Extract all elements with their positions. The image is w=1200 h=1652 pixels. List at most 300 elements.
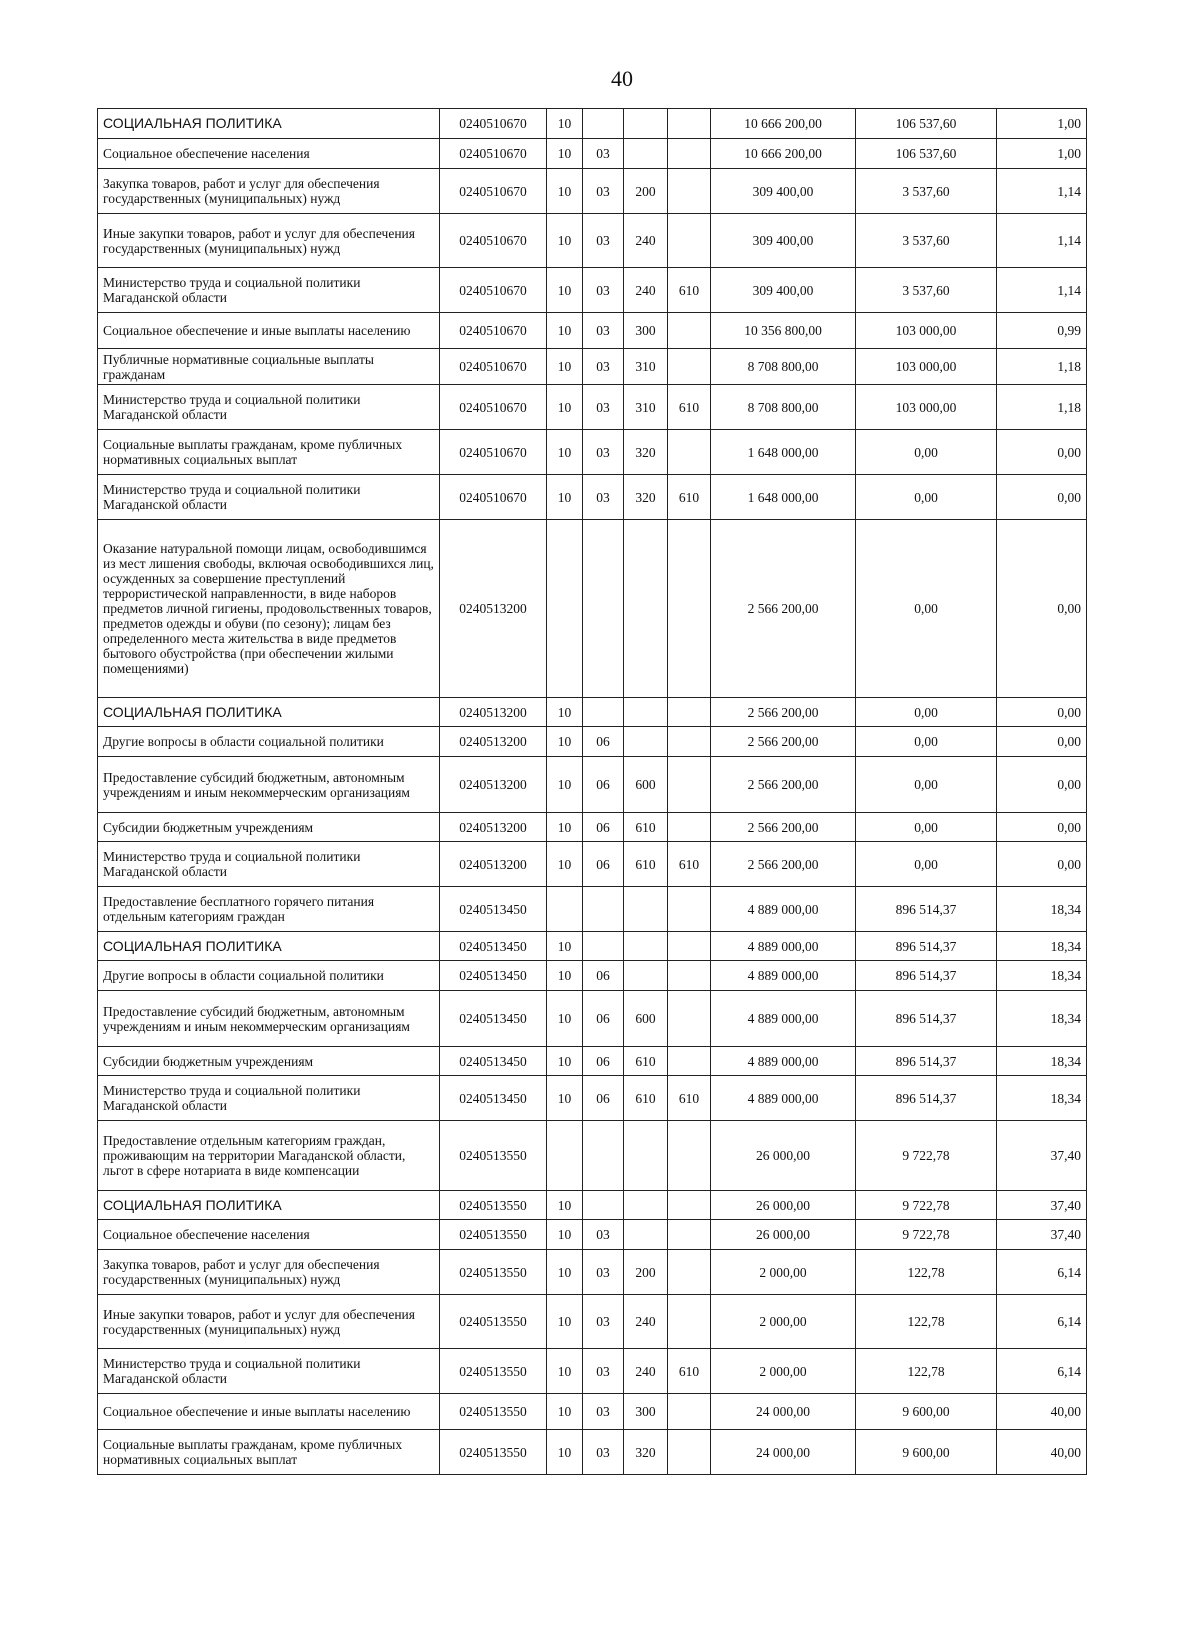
row-execution-percent: 6,14 (997, 1349, 1087, 1394)
row-planned-amount: 1 648 000,00 (711, 475, 856, 520)
row-name: Социальное обеспечение населения (98, 1220, 440, 1250)
row-execution-percent: 0,00 (997, 727, 1087, 757)
row-actual-amount: 122,78 (856, 1295, 997, 1349)
row-actual-amount: 3 537,60 (856, 169, 997, 214)
row-actual-amount: 106 537,60 (856, 109, 997, 139)
table-row (98, 932, 1087, 961)
row-administrator (668, 727, 711, 757)
row-target-article: 0240513200 (440, 813, 547, 842)
table-row (98, 349, 1087, 385)
table-row (98, 214, 1087, 268)
table-row (98, 475, 1087, 520)
row-actual-amount: 0,00 (856, 813, 997, 842)
table-row (98, 727, 1087, 757)
row-expense-type: 200 (624, 1250, 668, 1295)
row-subsection: 03 (583, 169, 624, 214)
row-section: 10 (547, 727, 583, 757)
row-actual-amount: 103 000,00 (856, 313, 997, 349)
row-administrator (668, 1295, 711, 1349)
row-target-article: 0240513550 (440, 1121, 547, 1191)
row-name: СОЦИАЛЬНАЯ ПОЛИТИКА (98, 109, 440, 139)
row-actual-amount: 103 000,00 (856, 385, 997, 430)
row-subsection (583, 520, 624, 698)
row-subsection: 06 (583, 1047, 624, 1076)
row-actual-amount: 896 514,37 (856, 932, 997, 961)
row-name: Социальные выплаты гражданам, кроме публичных нормативных социальных выплат (98, 1430, 440, 1475)
row-planned-amount: 2 000,00 (711, 1349, 856, 1394)
row-name: Предоставление отдельным категориям граждан, проживающим на территории Магаданской области, льгот в сфере нотариата в виде компенсации (98, 1121, 440, 1191)
table-row (98, 1076, 1087, 1121)
row-administrator (668, 961, 711, 991)
row-name: Субсидии бюджетным учреждениям (98, 1047, 440, 1076)
row-execution-percent: 0,00 (997, 842, 1087, 887)
table-row (98, 520, 1087, 698)
row-subsection (583, 698, 624, 727)
table-row (98, 1394, 1087, 1430)
table-row (98, 991, 1087, 1047)
row-subsection: 03 (583, 1394, 624, 1430)
row-target-article: 0240513450 (440, 991, 547, 1047)
row-expense-type (624, 1121, 668, 1191)
row-planned-amount: 2 566 200,00 (711, 698, 856, 727)
row-administrator (668, 1220, 711, 1250)
row-name: Министерство труда и социальной политики Магаданской области (98, 268, 440, 313)
row-expense-type: 300 (624, 313, 668, 349)
row-planned-amount: 2 566 200,00 (711, 757, 856, 813)
row-target-article: 0240513450 (440, 1076, 547, 1121)
row-target-article: 0240513450 (440, 887, 547, 932)
row-actual-amount: 9 600,00 (856, 1430, 997, 1475)
row-target-article: 0240513200 (440, 698, 547, 727)
row-subsection: 06 (583, 961, 624, 991)
row-planned-amount: 10 666 200,00 (711, 139, 856, 169)
row-section: 10 (547, 169, 583, 214)
row-target-article: 0240513450 (440, 961, 547, 991)
row-subsection: 06 (583, 813, 624, 842)
table-row (98, 268, 1087, 313)
row-section: 10 (547, 268, 583, 313)
row-planned-amount: 2 566 200,00 (711, 842, 856, 887)
row-expense-type (624, 1191, 668, 1220)
row-administrator (668, 1250, 711, 1295)
row-expense-type: 240 (624, 268, 668, 313)
row-target-article: 0240513200 (440, 757, 547, 813)
table-row (98, 385, 1087, 430)
table-row (98, 757, 1087, 813)
row-section (547, 1121, 583, 1191)
row-target-article: 0240510670 (440, 475, 547, 520)
row-execution-percent: 18,34 (997, 932, 1087, 961)
row-section: 10 (547, 430, 583, 475)
row-planned-amount: 26 000,00 (711, 1121, 856, 1191)
row-administrator (668, 139, 711, 169)
row-section: 10 (547, 961, 583, 991)
row-section: 10 (547, 1220, 583, 1250)
row-subsection: 03 (583, 268, 624, 313)
row-actual-amount: 3 537,60 (856, 214, 997, 268)
row-target-article: 0240513450 (440, 1047, 547, 1076)
row-target-article: 0240510670 (440, 385, 547, 430)
row-subsection: 06 (583, 757, 624, 813)
row-name: Социальные выплаты гражданам, кроме публичных нормативных социальных выплат (98, 430, 440, 475)
row-section: 10 (547, 349, 583, 385)
table-row (98, 1349, 1087, 1394)
row-target-article: 0240510670 (440, 214, 547, 268)
row-name: Другие вопросы в области социальной политики (98, 727, 440, 757)
row-subsection: 03 (583, 214, 624, 268)
row-subsection: 03 (583, 1430, 624, 1475)
row-administrator: 610 (668, 475, 711, 520)
row-execution-percent: 1,00 (997, 109, 1087, 139)
row-name: СОЦИАЛЬНАЯ ПОЛИТИКА (98, 1191, 440, 1220)
row-execution-percent: 0,00 (997, 520, 1087, 698)
row-subsection: 03 (583, 313, 624, 349)
row-expense-type (624, 932, 668, 961)
row-planned-amount: 309 400,00 (711, 169, 856, 214)
row-execution-percent: 6,14 (997, 1250, 1087, 1295)
row-planned-amount: 8 708 800,00 (711, 385, 856, 430)
row-administrator (668, 813, 711, 842)
row-target-article: 0240513550 (440, 1430, 547, 1475)
row-target-article: 0240510670 (440, 349, 547, 385)
row-planned-amount: 4 889 000,00 (711, 961, 856, 991)
row-name: Другие вопросы в области социальной политики (98, 961, 440, 991)
row-actual-amount: 122,78 (856, 1250, 997, 1295)
row-expense-type (624, 727, 668, 757)
row-name: Министерство труда и социальной политики Магаданской области (98, 385, 440, 430)
row-planned-amount: 4 889 000,00 (711, 991, 856, 1047)
row-subsection: 03 (583, 1349, 624, 1394)
row-name: Предоставление субсидий бюджетным, автономным учреждениям и иным некоммерческим организациям (98, 757, 440, 813)
table-row (98, 1295, 1087, 1349)
row-planned-amount: 2 566 200,00 (711, 727, 856, 757)
row-expense-type (624, 698, 668, 727)
table-row (98, 1047, 1087, 1076)
row-administrator (668, 430, 711, 475)
row-subsection: 03 (583, 475, 624, 520)
row-execution-percent: 1,18 (997, 385, 1087, 430)
row-section: 10 (547, 991, 583, 1047)
row-section: 10 (547, 139, 583, 169)
row-target-article: 0240513550 (440, 1394, 547, 1430)
row-section: 10 (547, 842, 583, 887)
row-execution-percent: 18,34 (997, 887, 1087, 932)
row-planned-amount: 309 400,00 (711, 268, 856, 313)
row-section: 10 (547, 1191, 583, 1220)
row-name: Министерство труда и социальной политики Магаданской области (98, 842, 440, 887)
row-target-article: 0240513200 (440, 727, 547, 757)
row-target-article: 0240513450 (440, 932, 547, 961)
row-execution-percent: 0,00 (997, 475, 1087, 520)
row-expense-type (624, 520, 668, 698)
row-subsection: 06 (583, 842, 624, 887)
row-planned-amount: 24 000,00 (711, 1394, 856, 1430)
row-execution-percent: 6,14 (997, 1295, 1087, 1349)
budget-table (97, 108, 1087, 1475)
row-planned-amount: 1 648 000,00 (711, 430, 856, 475)
row-execution-percent: 0,99 (997, 313, 1087, 349)
row-administrator (668, 313, 711, 349)
table-row (98, 430, 1087, 475)
row-target-article: 0240513200 (440, 520, 547, 698)
row-expense-type: 600 (624, 991, 668, 1047)
row-expense-type: 300 (624, 1394, 668, 1430)
row-section: 10 (547, 1394, 583, 1430)
row-name: СОЦИАЛЬНАЯ ПОЛИТИКА (98, 932, 440, 961)
row-target-article: 0240513550 (440, 1191, 547, 1220)
row-section: 10 (547, 932, 583, 961)
row-expense-type: 240 (624, 1349, 668, 1394)
table-row (98, 313, 1087, 349)
row-execution-percent: 1,14 (997, 214, 1087, 268)
row-expense-type (624, 961, 668, 991)
row-name: Оказание натуральной помощи лицам, освободившимся из мест лишения свободы, включая освободившихся лиц, осужденных за совершение преступлений террористической направленности, в виде наборов предметов личной гигиены, продовольственных товаров, предметов одежды и обуви (по сезону); лицам без определенного места жительства в виде предметов бытового обустройства (при обеспечении жилыми помещениями) (98, 520, 440, 698)
row-expense-type (624, 1220, 668, 1250)
row-planned-amount: 4 889 000,00 (711, 1076, 856, 1121)
row-expense-type: 320 (624, 1430, 668, 1475)
row-name: Социальное обеспечение и иные выплаты населению (98, 1394, 440, 1430)
row-actual-amount: 896 514,37 (856, 1076, 997, 1121)
row-expense-type: 240 (624, 1295, 668, 1349)
row-section: 10 (547, 1076, 583, 1121)
row-administrator (668, 991, 711, 1047)
row-section: 10 (547, 385, 583, 430)
row-target-article: 0240510670 (440, 139, 547, 169)
row-execution-percent: 18,34 (997, 961, 1087, 991)
row-name: Иные закупки товаров, работ и услуг для обеспечения государственных (муниципальных) нужд (98, 214, 440, 268)
row-planned-amount: 10 356 800,00 (711, 313, 856, 349)
row-name: Иные закупки товаров, работ и услуг для обеспечения государственных (муниципальных) нужд (98, 1295, 440, 1349)
row-administrator (668, 1121, 711, 1191)
row-actual-amount: 9 722,78 (856, 1220, 997, 1250)
row-target-article: 0240513550 (440, 1220, 547, 1250)
row-planned-amount: 2 566 200,00 (711, 813, 856, 842)
table-row (98, 1250, 1087, 1295)
row-administrator (668, 932, 711, 961)
row-subsection: 03 (583, 385, 624, 430)
row-subsection (583, 1191, 624, 1220)
row-execution-percent: 40,00 (997, 1394, 1087, 1430)
row-subsection: 03 (583, 1220, 624, 1250)
row-subsection (583, 932, 624, 961)
table-row (98, 1121, 1087, 1191)
row-actual-amount: 9 722,78 (856, 1121, 997, 1191)
row-execution-percent: 40,00 (997, 1430, 1087, 1475)
row-target-article: 0240513550 (440, 1295, 547, 1349)
row-name: Предоставление субсидий бюджетным, автономным учреждениям и иным некоммерческим организациям (98, 991, 440, 1047)
row-execution-percent: 37,40 (997, 1220, 1087, 1250)
row-subsection: 03 (583, 349, 624, 385)
row-administrator (668, 698, 711, 727)
row-section: 10 (547, 1250, 583, 1295)
row-section: 10 (547, 1295, 583, 1349)
row-target-article: 0240513550 (440, 1250, 547, 1295)
row-expense-type: 200 (624, 169, 668, 214)
row-subsection: 03 (583, 1295, 624, 1349)
table-row (98, 109, 1087, 139)
row-administrator (668, 1191, 711, 1220)
row-name: Закупка товаров, работ и услуг для обеспечения государственных (муниципальных) нужд (98, 1250, 440, 1295)
row-actual-amount: 3 537,60 (856, 268, 997, 313)
row-expense-type (624, 139, 668, 169)
row-execution-percent: 0,00 (997, 698, 1087, 727)
table-row (98, 961, 1087, 991)
row-expense-type: 320 (624, 430, 668, 475)
row-administrator (668, 109, 711, 139)
row-planned-amount: 2 566 200,00 (711, 520, 856, 698)
row-subsection (583, 109, 624, 139)
table-row (98, 139, 1087, 169)
table-row (98, 169, 1087, 214)
row-name: Социальное обеспечение населения (98, 139, 440, 169)
row-execution-percent: 0,00 (997, 813, 1087, 842)
row-execution-percent: 0,00 (997, 757, 1087, 813)
table-row (98, 842, 1087, 887)
row-expense-type: 240 (624, 214, 668, 268)
row-subsection: 06 (583, 1076, 624, 1121)
row-actual-amount: 0,00 (856, 757, 997, 813)
row-section: 10 (547, 1430, 583, 1475)
row-execution-percent: 18,34 (997, 1076, 1087, 1121)
row-section (547, 887, 583, 932)
table-row (98, 1220, 1087, 1250)
table-row (98, 1430, 1087, 1475)
row-subsection (583, 887, 624, 932)
row-administrator (668, 887, 711, 932)
row-subsection (583, 1121, 624, 1191)
row-planned-amount: 4 889 000,00 (711, 887, 856, 932)
row-execution-percent: 37,40 (997, 1121, 1087, 1191)
row-administrator (668, 520, 711, 698)
row-name: Публичные нормативные социальные выплаты гражданам (98, 349, 440, 385)
row-actual-amount: 0,00 (856, 842, 997, 887)
row-target-article: 0240510670 (440, 313, 547, 349)
row-execution-percent: 37,40 (997, 1191, 1087, 1220)
row-section: 10 (547, 109, 583, 139)
row-execution-percent: 18,34 (997, 1047, 1087, 1076)
row-planned-amount: 2 000,00 (711, 1295, 856, 1349)
row-administrator: 610 (668, 1349, 711, 1394)
row-subsection: 06 (583, 991, 624, 1047)
row-actual-amount: 9 722,78 (856, 1191, 997, 1220)
table-row (98, 813, 1087, 842)
row-expense-type: 320 (624, 475, 668, 520)
row-actual-amount: 0,00 (856, 430, 997, 475)
row-actual-amount: 122,78 (856, 1349, 997, 1394)
row-administrator (668, 214, 711, 268)
table-row (98, 698, 1087, 727)
row-name: Субсидии бюджетным учреждениям (98, 813, 440, 842)
row-administrator (668, 757, 711, 813)
row-subsection: 03 (583, 139, 624, 169)
row-execution-percent: 1,14 (997, 169, 1087, 214)
row-actual-amount: 0,00 (856, 475, 997, 520)
row-administrator (668, 169, 711, 214)
row-administrator: 610 (668, 268, 711, 313)
row-name: СОЦИАЛЬНАЯ ПОЛИТИКА (98, 698, 440, 727)
row-section: 10 (547, 757, 583, 813)
row-target-article: 0240510670 (440, 109, 547, 139)
row-name: Закупка товаров, работ и услуг для обеспечения государственных (муниципальных) нужд (98, 169, 440, 214)
row-section: 10 (547, 214, 583, 268)
row-section: 10 (547, 1349, 583, 1394)
row-name: Социальное обеспечение и иные выплаты населению (98, 313, 440, 349)
row-subsection: 03 (583, 1250, 624, 1295)
row-target-article: 0240513200 (440, 842, 547, 887)
row-actual-amount: 9 600,00 (856, 1394, 997, 1430)
table-row (98, 887, 1087, 932)
row-execution-percent: 0,00 (997, 430, 1087, 475)
row-expense-type (624, 887, 668, 932)
row-planned-amount: 8 708 800,00 (711, 349, 856, 385)
row-execution-percent: 1,00 (997, 139, 1087, 169)
row-section: 10 (547, 698, 583, 727)
row-administrator (668, 1047, 711, 1076)
row-expense-type: 610 (624, 1076, 668, 1121)
row-section: 10 (547, 1047, 583, 1076)
row-subsection: 03 (583, 430, 624, 475)
row-name: Предоставление бесплатного горячего питания отдельным категориям граждан (98, 887, 440, 932)
row-expense-type: 610 (624, 1047, 668, 1076)
row-section: 10 (547, 313, 583, 349)
row-administrator (668, 1394, 711, 1430)
row-section: 10 (547, 813, 583, 842)
row-execution-percent: 1,18 (997, 349, 1087, 385)
row-target-article: 0240510670 (440, 430, 547, 475)
table-body (98, 109, 1087, 1475)
row-target-article: 0240510670 (440, 268, 547, 313)
row-actual-amount: 896 514,37 (856, 1047, 997, 1076)
row-administrator (668, 349, 711, 385)
row-name: Министерство труда и социальной политики Магаданской области (98, 475, 440, 520)
row-actual-amount: 896 514,37 (856, 961, 997, 991)
row-target-article: 0240513550 (440, 1349, 547, 1394)
row-execution-percent: 18,34 (997, 991, 1087, 1047)
row-administrator: 610 (668, 842, 711, 887)
row-expense-type (624, 109, 668, 139)
row-expense-type: 610 (624, 813, 668, 842)
row-expense-type: 310 (624, 349, 668, 385)
row-planned-amount: 4 889 000,00 (711, 932, 856, 961)
row-planned-amount: 2 000,00 (711, 1250, 856, 1295)
row-planned-amount: 10 666 200,00 (711, 109, 856, 139)
row-expense-type: 610 (624, 842, 668, 887)
row-section (547, 520, 583, 698)
row-planned-amount: 26 000,00 (711, 1220, 856, 1250)
row-name: Министерство труда и социальной политики Магаданской области (98, 1349, 440, 1394)
row-expense-type: 600 (624, 757, 668, 813)
page-number: 40 (611, 66, 633, 91)
row-administrator: 610 (668, 385, 711, 430)
row-name: Министерство труда и социальной политики Магаданской области (98, 1076, 440, 1121)
row-planned-amount: 26 000,00 (711, 1191, 856, 1220)
row-actual-amount: 896 514,37 (856, 887, 997, 932)
row-section: 10 (547, 475, 583, 520)
row-planned-amount: 24 000,00 (711, 1430, 856, 1475)
row-actual-amount: 106 537,60 (856, 139, 997, 169)
row-actual-amount: 896 514,37 (856, 991, 997, 1047)
row-execution-percent: 1,14 (997, 268, 1087, 313)
row-actual-amount: 0,00 (856, 520, 997, 698)
row-planned-amount: 4 889 000,00 (711, 1047, 856, 1076)
row-administrator: 610 (668, 1076, 711, 1121)
row-actual-amount: 0,00 (856, 698, 997, 727)
row-expense-type: 310 (624, 385, 668, 430)
row-administrator (668, 1430, 711, 1475)
row-target-article: 0240510670 (440, 169, 547, 214)
row-actual-amount: 0,00 (856, 727, 997, 757)
row-subsection: 06 (583, 727, 624, 757)
